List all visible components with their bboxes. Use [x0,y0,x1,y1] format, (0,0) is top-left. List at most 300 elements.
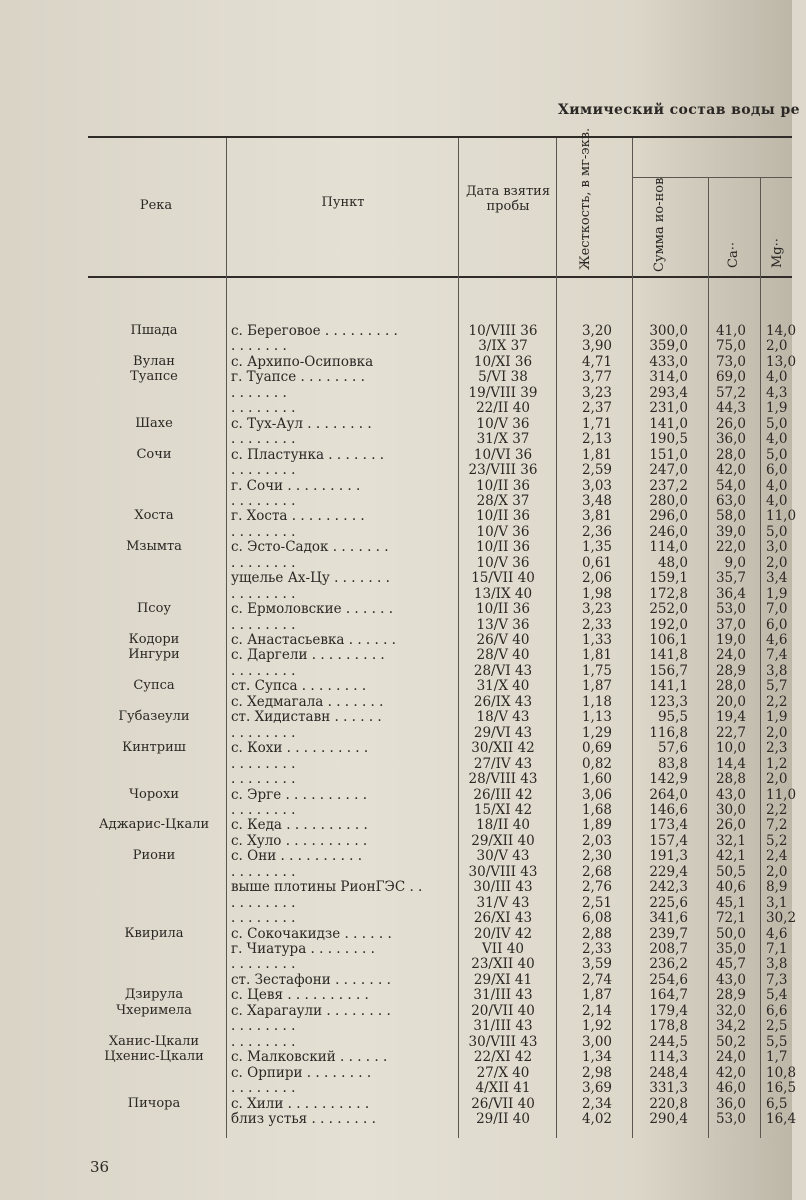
table-top-rule [88,136,792,138]
table-row [0,987,792,1003]
hardness-cell: 4,02 [581,1110,612,1127]
ion-sum-cell: 246,0 [649,523,688,540]
table-row [0,369,792,385]
date-cell: 5/VI 38 [478,369,528,386]
ion-sum-cell: 220,8 [649,1095,688,1112]
point-cell: с. Эрге . . . . . . . . . . [231,786,368,803]
table-row [0,678,792,694]
header-ion-sum: Сумма ио-нов [652,177,667,272]
point-cell: с. Береговое . . . . . . . . . [231,323,398,339]
point-cell: выше плотины РионГЭС . . [231,879,423,896]
ion-sum-cell: 146,6 [649,801,688,818]
date-cell: 28/X 37 [476,492,530,509]
hardness-cell: 1,89 [581,817,612,834]
hardness-cell: 1,35 [581,539,612,556]
point-cell: с. Даргели . . . . . . . . . [231,647,385,664]
hardness-cell: 1,81 [581,446,612,463]
ca-cell: 37,0 [715,616,746,633]
table-row [0,1049,792,1065]
hardness-cell: 4,71 [581,353,612,370]
ca-cell: 75,0 [715,338,746,355]
hardness-cell: 1,13 [581,709,612,726]
table-row [0,756,792,772]
hardness-cell: 3,20 [581,323,612,339]
ion-sum-cell: 252,0 [649,601,688,618]
ion-sum-cell: 57,6 [657,740,688,757]
ion-sum-cell: 300,0 [649,323,688,339]
ca-cell: 42,1 [715,848,746,865]
hardness-cell: 1,60 [581,771,612,788]
ion-sum-cell: 191,3 [649,848,688,865]
point-cell: с. Орпири . . . . . . . . [231,1064,372,1081]
hardness-cell: 3,81 [581,508,612,525]
ion-sum-cell: 254,6 [649,971,688,988]
mg-cell: 2,0 [766,554,788,571]
page-number: 36 [90,1158,110,1176]
mg-cell: 5,7 [766,678,788,695]
date-cell: 19/VIII 39 [468,384,538,401]
table-row [0,833,792,849]
hardness-cell: 2,68 [581,863,612,880]
point-cell: с. Сокочакидзе . . . . . . [231,925,392,942]
date-cell: 29/XI 41 [473,971,533,988]
date-cell: 30/V 43 [476,848,530,865]
ion-sum-cell: 114,3 [649,1049,688,1066]
table-row [0,323,797,339]
mg-cell: 3,0 [766,539,788,556]
ion-sum-cell: 123,3 [649,693,688,710]
river-cell: Вулан [133,353,175,369]
date-cell: 20/IV 42 [473,925,533,942]
table-row [0,879,792,895]
mg-cell: 2,4 [766,848,788,865]
river-cell: Шахе [135,415,173,431]
hardness-cell: 1,75 [581,662,612,679]
mg-cell: 5,0 [766,446,788,463]
date-cell: 28/VIII 43 [468,771,538,788]
ca-cell: 69,0 [715,369,746,386]
date-cell: 4/XII 41 [475,1080,531,1097]
table-row [0,1096,792,1112]
point-cell: ст. Зестафони . . . . . . . [231,971,391,988]
date-cell: 22/II 40 [476,400,530,417]
point-cell: с. Кохи . . . . . . . . . . [231,740,369,757]
ca-cell: 28,0 [715,446,746,463]
ion-sum-cell: 156,7 [649,662,688,679]
hardness-cell: 1,71 [581,415,612,432]
hardness-cell: 1,98 [581,585,612,602]
table-row [0,601,792,617]
mg-cell: 3,4 [766,570,788,587]
ion-sum-cell: 178,8 [649,1018,688,1035]
ca-cell: 32,0 [715,1002,746,1019]
point-cell: . . . . . . . . [231,554,296,571]
header-mg: Mg·· [770,238,785,268]
river-cell: Ингури [128,647,180,663]
date-cell: 10/V 36 [476,523,530,540]
table-row [0,926,792,942]
river-cell: Дзирула [124,987,184,1003]
mg-cell: 6,0 [766,616,788,633]
point-cell: г. Хоста . . . . . . . . . [231,508,365,525]
point-cell: . . . . . . . . [231,1018,296,1035]
date-cell: 13/IX 40 [473,585,533,602]
point-cell: с. Ермоловские . . . . . . [231,601,394,618]
mg-cell: 5,5 [766,1033,788,1050]
ion-sum-cell: 341,6 [649,910,688,927]
hardness-cell: 3,90 [581,338,612,355]
ion-sum-cell: 192,0 [649,616,688,633]
hardness-cell: 3,23 [581,384,612,401]
date-cell: 26/III 42 [473,786,533,803]
point-cell: . . . . . . . [231,338,287,355]
point-cell: с. Харагаули . . . . . . . . [231,1002,391,1019]
point-cell: с. Малковский . . . . . . [231,1049,388,1066]
hardness-cell: 2,06 [581,570,612,587]
ion-sum-cell: 280,0 [649,492,688,509]
table-row [0,416,792,432]
table-row [0,1080,797,1097]
hardness-cell: 2,88 [581,925,612,942]
table-row [0,972,792,988]
mg-cell: 4,0 [766,431,788,448]
ion-sum-cell: 239,7 [649,925,688,942]
ca-cell: 44,3 [715,400,746,417]
ion-sum-cell: 314,0 [649,369,688,386]
ca-cell: 20,0 [715,693,746,710]
table-row [0,817,792,833]
table-row [0,632,792,648]
mg-cell: 3,1 [766,894,788,911]
mg-cell: 7,0 [766,601,788,618]
mg-cell: 7,1 [766,941,788,957]
mg-cell: 10,8 [766,1064,797,1081]
date-cell: 29/VI 43 [473,724,533,741]
mg-cell: 7,2 [766,817,788,834]
ca-cell: 19,4 [715,709,746,726]
hardness-cell: 3,59 [581,956,612,973]
mg-cell: 4,6 [766,925,788,942]
river-cell: Псоу [136,601,172,617]
ion-sum-cell: 264,0 [649,786,688,803]
ion-sum-cell: 157,4 [649,832,688,849]
ca-cell: 73,0 [715,353,746,370]
hardness-cell: 2,37 [581,400,612,417]
point-cell: . . . . . . . [231,384,287,401]
table-row [0,663,792,679]
ca-cell: 43,0 [715,786,746,803]
ion-sum-cell: 48,0 [657,554,688,571]
table-row [0,617,792,633]
river-cell: Сочи [136,446,172,462]
header-point: Пункт [321,195,365,210]
date-cell: 3/IX 37 [478,338,528,355]
point-cell: ст. Супса . . . . . . . . [231,678,367,695]
hardness-cell: 6,08 [581,910,612,927]
point-cell: с. Архипо-Осиповка [231,353,374,370]
mg-cell: 5,2 [766,832,788,849]
table-row [0,802,792,818]
ca-cell: 24,0 [715,1049,746,1066]
mg-cell: 14,0 [766,323,797,339]
ca-cell: 28,9 [715,987,746,1004]
point-cell: . . . . . . . . [231,1033,296,1050]
mg-cell: 2,0 [766,724,788,741]
table-row [0,555,792,571]
table-row [0,647,792,663]
table-row [0,539,792,555]
date-cell: 27/IV 43 [473,755,533,772]
ca-cell: 35,0 [715,941,746,957]
mg-cell: 6,6 [766,1002,788,1019]
date-cell: 28/VI 43 [473,662,533,679]
ion-sum-cell: 141,8 [649,647,688,664]
point-cell: . . . . . . . . [231,431,296,448]
hardness-cell: 1,87 [581,678,612,695]
mg-cell: 5,4 [766,987,788,1004]
mg-cell: 11,0 [766,786,797,803]
table-row [0,1064,797,1081]
river-cell: Аджарис-Цкали [98,817,210,833]
ca-cell: 50,0 [715,925,746,942]
table-row [0,709,792,725]
date-cell: 10/II 36 [476,477,530,494]
point-cell: с. Цевя . . . . . . . . . . [231,987,369,1004]
ca-cell: 45,7 [715,956,746,973]
ca-cell: 19,0 [715,632,746,648]
point-cell: ущелье Ах-Цу . . . . . . . [231,570,390,587]
point-cell: г. Чиатура . . . . . . . . [231,941,375,957]
ion-sum-cell: 225,6 [649,894,688,911]
date-cell: 23/VIII 36 [468,462,538,479]
date-cell: 26/XI 43 [473,910,533,927]
river-cell: Губазеули [118,709,190,725]
date-cell: 29/XII 40 [471,832,535,849]
river-cell: Пшада [130,323,178,338]
ion-sum-cell: 296,0 [649,508,688,525]
ca-cell: 14,4 [715,755,746,772]
table-row [0,786,797,803]
date-cell: 31/V 43 [476,894,530,911]
date-cell: 15/VII 40 [471,570,535,587]
point-cell: . . . . . . . . [231,956,296,973]
hardness-cell: 1,29 [581,724,612,741]
table-row [0,508,797,525]
ca-cell: 10,0 [715,740,746,757]
mg-cell: 1,2 [766,755,788,772]
date-cell: 20/VII 40 [471,1002,535,1019]
table-row [0,910,797,927]
hardness-cell: 0,69 [581,740,612,757]
mg-cell: 1,9 [766,709,788,726]
table-row [0,941,792,957]
mg-cell: 4,0 [766,477,788,494]
table-row [0,1003,792,1019]
date-cell: 30/III 43 [473,879,533,896]
river-cell: Риони [132,848,176,864]
date-cell: 13/V 36 [476,616,530,633]
river-cell: Ханис-Цкали [108,1033,200,1049]
river-cell: Хоста [134,508,174,524]
mg-cell: 16,5 [766,1080,797,1097]
ca-cell: 54,0 [715,477,746,494]
table-row [0,338,792,354]
ca-cell: 39,0 [715,523,746,540]
mg-cell: 16,4 [766,1110,797,1127]
hardness-cell: 2,59 [581,462,612,479]
date-cell: 10/VIII 36 [468,323,538,339]
mg-cell: 11,0 [766,508,797,525]
hardness-cell: 2,98 [581,1064,612,1081]
ca-cell: 42,0 [715,462,746,479]
point-cell: . . . . . . . . [231,400,296,417]
hardness-cell: 2,74 [581,971,612,988]
river-cell: Квирила [124,925,184,941]
ca-cell: 41,0 [715,323,746,339]
ion-sum-cell: 142,9 [649,771,688,788]
mg-cell: 2,2 [766,801,788,818]
river-cell: Чхеримела [116,1002,192,1018]
table-row [0,1110,797,1127]
point-cell: . . . . . . . . [231,863,296,880]
hardness-cell: 2,76 [581,879,612,896]
point-cell: с. Хедмагала . . . . . . . [231,693,384,710]
ion-sum-cell: 95,5 [657,709,688,726]
river-cell: Кинтриш [122,740,186,756]
date-cell: 10/II 36 [476,539,530,556]
ca-cell: 36,0 [715,1095,746,1112]
hardness-cell: 1,33 [581,632,612,648]
hardness-cell: 1,34 [581,1049,612,1066]
point-cell: г. Сочи . . . . . . . . . [231,477,361,494]
table-row [0,895,792,911]
hardness-cell: 3,77 [581,369,612,386]
hardness-cell: 2,14 [581,1002,612,1019]
mg-cell: 1,7 [766,1049,788,1066]
point-cell: с. Эсто-Садок . . . . . . . [231,539,389,556]
date-cell: 26/V 40 [476,632,530,648]
point-cell: . . . . . . . . [231,910,296,927]
table-row [0,864,792,880]
point-cell: . . . . . . . . [231,662,296,679]
point-cell: . . . . . . . . [231,523,296,540]
river-cell: Кодори [128,632,180,647]
mg-cell: 5,0 [766,415,788,432]
ca-cell: 46,0 [715,1080,746,1097]
mg-cell: 1,9 [766,400,788,417]
date-cell: 18/II 40 [476,817,530,834]
ion-sum-cell: 208,7 [649,941,688,957]
date-cell: 30/XII 42 [471,740,535,757]
ion-sum-cell: 179,4 [649,1002,688,1019]
hardness-cell: 3,00 [581,1033,612,1050]
table-row [0,956,792,972]
table-row [0,431,792,447]
hardness-cell: 2,36 [581,523,612,540]
table-row [0,1034,792,1050]
ca-cell: 40,6 [715,879,746,896]
mg-cell: 4,0 [766,369,788,386]
ion-sum-cell: 242,3 [649,879,688,896]
date-cell: 18/V 43 [476,709,530,726]
point-cell: ст. Хидиставн . . . . . . [231,709,382,726]
ca-cell: 28,9 [715,662,746,679]
ca-cell: 45,1 [715,894,746,911]
mg-cell: 7,3 [766,971,788,988]
hardness-cell: 1,92 [581,1018,612,1035]
date-cell: 31/X 37 [476,431,530,448]
mg-cell: 3,8 [766,956,788,973]
hardness-cell: 2,33 [581,616,612,633]
table-row [0,740,792,756]
ca-cell: 53,0 [715,601,746,618]
hardness-cell: 2,03 [581,832,612,849]
mg-cell: 2,0 [766,771,788,788]
river-cell: Туапсе [130,369,178,385]
mg-cell: 6,0 [766,462,788,479]
river-cell: Супса [133,678,175,694]
date-cell: 28/V 40 [476,647,530,664]
ca-cell: 50,5 [715,863,746,880]
table-row [0,725,792,741]
ion-sum-cell: 159,1 [649,570,688,587]
hardness-cell: 1,18 [581,693,612,710]
point-cell: с. Кеда . . . . . . . . . . [231,817,368,834]
table-row [0,771,792,787]
header-bottom-rule [88,276,792,278]
point-cell: с. Они . . . . . . . . . . [231,848,363,865]
ca-cell: 42,0 [715,1064,746,1081]
mg-cell: 5,0 [766,523,788,540]
point-cell: . . . . . . . . [231,492,296,509]
ca-cell: 63,0 [715,492,746,509]
ion-sum-cell: 231,0 [649,400,688,417]
table-row [0,694,792,710]
point-cell: . . . . . . . . [231,801,296,818]
date-cell: 10/V 36 [476,415,530,432]
date-cell: 31/III 43 [473,1018,533,1035]
header-hardness: Жесткость, в мг-экв. [578,127,593,270]
header-date: Дата взятия пробы [465,184,551,214]
ca-cell: 57,2 [715,384,746,401]
date-cell: 29/II 40 [476,1110,530,1127]
date-cell: 27/X 40 [476,1064,530,1081]
point-cell: с. Хуло . . . . . . . . . . [231,832,368,849]
mg-cell: 2,0 [766,338,788,355]
ion-sum-cell: 237,2 [649,477,688,494]
hardness-cell: 3,06 [581,786,612,803]
point-cell: с. Хили . . . . . . . . . . [231,1095,370,1112]
ca-cell: 43,0 [715,971,746,988]
ion-sum-cell: 290,4 [649,1110,688,1127]
point-cell: с. Анастасьевка . . . . . . [231,632,396,648]
ion-sum-cell: 236,2 [649,956,688,973]
point-cell: . . . . . . . . [231,894,296,911]
ion-sum-cell: 229,4 [649,863,688,880]
mg-cell: 3,8 [766,662,788,679]
ion-sum-cell: 331,3 [649,1080,688,1097]
ca-cell: 34,2 [715,1018,746,1035]
ca-cell: 36,4 [715,585,746,602]
ca-cell: 50,2 [715,1033,746,1050]
mg-cell: 2,0 [766,863,788,880]
date-cell: 23/XII 40 [471,956,535,973]
date-cell: 26/VII 40 [471,1095,535,1112]
point-cell: . . . . . . . . [231,462,296,479]
date-cell: 30/VIII 43 [468,1033,538,1050]
table-row [0,848,792,864]
date-cell: 15/XI 42 [473,801,533,818]
